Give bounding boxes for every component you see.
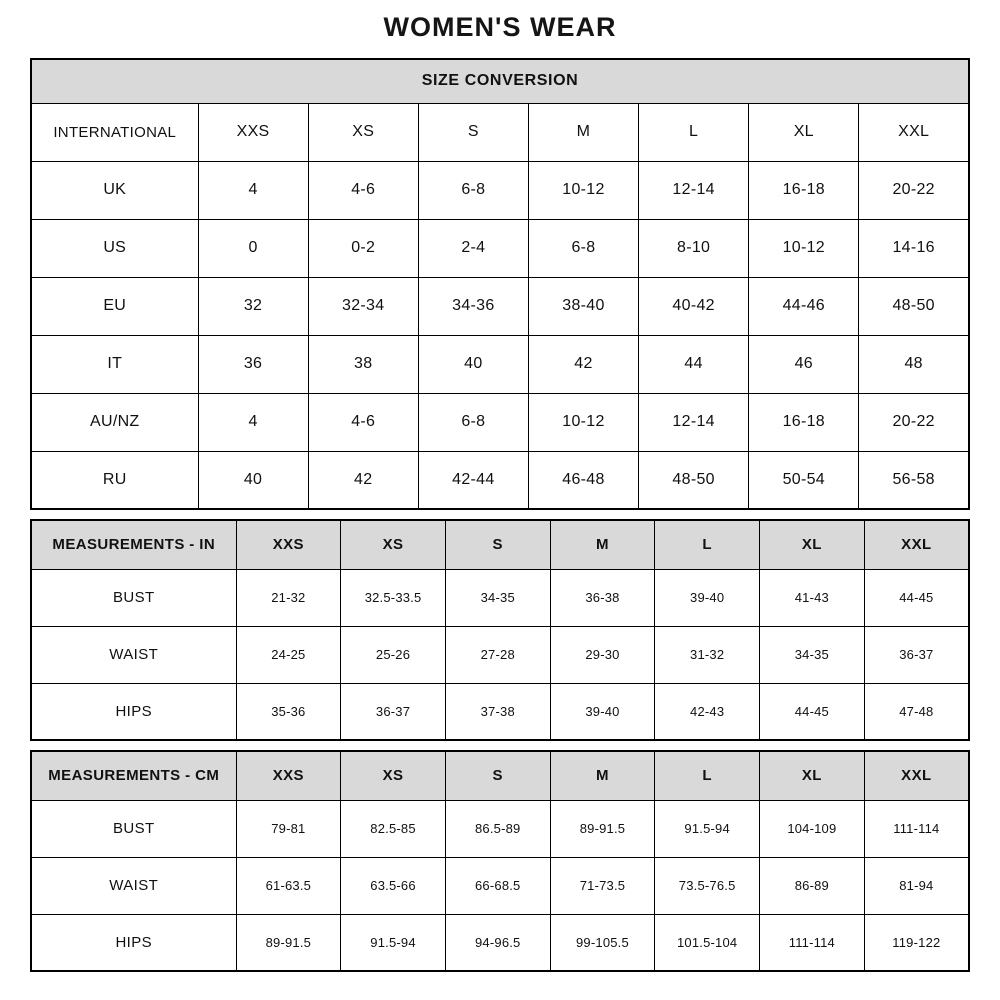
size-header-cell: L [639,103,749,161]
size-header-cell: L [655,751,760,800]
value-cell: 111-114 [760,914,865,971]
table-row [31,914,969,971]
size-header-cell: XS [308,103,418,161]
size-header-cell: XXL [864,520,969,569]
row-label-cell: BUST [31,800,236,857]
value-cell: 79-81 [236,800,341,857]
value-cell: 81-94 [864,857,969,914]
value-cell: 14-16 [859,219,969,277]
value-cell: 10-12 [528,161,638,219]
value-cell: 91.5-94 [341,914,446,971]
value-cell: 50-54 [749,451,859,509]
value-cell: 4 [198,393,308,451]
value-cell: 40 [198,451,308,509]
table-row [31,393,969,451]
value-cell: 34-36 [418,277,528,335]
value-cell: 27-28 [445,626,550,683]
value-cell: 34-35 [760,626,865,683]
value-cell: 36-37 [864,626,969,683]
value-cell: 66-68.5 [445,857,550,914]
value-cell: 36-38 [550,569,655,626]
international-header-row [31,103,969,161]
size-header-cell: XS [341,751,446,800]
value-cell: 20-22 [859,161,969,219]
value-cell: 104-109 [760,800,865,857]
value-cell: 48-50 [859,277,969,335]
value-cell: 119-122 [864,914,969,971]
size-header-cell: L [655,520,760,569]
value-cell: 10-12 [749,219,859,277]
measurements-cm-header-row [31,751,969,800]
value-cell: 42-43 [655,683,760,740]
value-cell: 89-91.5 [550,800,655,857]
value-cell: 91.5-94 [655,800,760,857]
measurements-in-header-row [31,520,969,569]
value-cell: 20-22 [859,393,969,451]
value-cell: 63.5-66 [341,857,446,914]
value-cell: 44 [639,335,749,393]
value-cell: 29-30 [550,626,655,683]
value-cell: 44-45 [864,569,969,626]
row-label-cell: WAIST [31,857,236,914]
value-cell: 37-38 [445,683,550,740]
value-cell: 34-35 [445,569,550,626]
value-cell: 86-89 [760,857,865,914]
size-header-cell: M [550,751,655,800]
value-cell: 38-40 [528,277,638,335]
value-cell: 12-14 [639,161,749,219]
value-cell: 42 [528,335,638,393]
value-cell: 36 [198,335,308,393]
row-label-cell: UK [31,161,198,219]
value-cell: 39-40 [655,569,760,626]
size-header-cell: S [445,520,550,569]
value-cell: 89-91.5 [236,914,341,971]
value-cell: 6-8 [418,161,528,219]
measurements-in-table [30,519,970,741]
value-cell: 47-48 [864,683,969,740]
value-cell: 42 [308,451,418,509]
value-cell: 40-42 [639,277,749,335]
value-cell: 99-105.5 [550,914,655,971]
value-cell: 4 [198,161,308,219]
value-cell: 101.5-104 [655,914,760,971]
value-cell: 46-48 [528,451,638,509]
value-cell: 86.5-89 [445,800,550,857]
size-header-cell: S [445,751,550,800]
table-row [31,569,969,626]
value-cell: 48 [859,335,969,393]
row-label-cell: MEASUREMENTS - CM [31,751,236,800]
size-header-cell: S [418,103,528,161]
row-label-cell: RU [31,451,198,509]
value-cell: 32 [198,277,308,335]
value-cell: 32-34 [308,277,418,335]
value-cell: 0 [198,219,308,277]
value-cell: 56-58 [859,451,969,509]
size-conversion-table [30,58,970,510]
table-row [31,800,969,857]
size-header-cell: XXL [864,751,969,800]
size-header-cell: XS [341,520,446,569]
value-cell: 73.5-76.5 [655,857,760,914]
size-header-cell: XL [749,103,859,161]
value-cell: 21-32 [236,569,341,626]
value-cell: 82.5-85 [341,800,446,857]
value-cell: 4-6 [308,393,418,451]
value-cell: 0-2 [308,219,418,277]
row-label-cell: WAIST [31,626,236,683]
value-cell: 10-12 [528,393,638,451]
value-cell: 44-45 [760,683,865,740]
table-row [31,219,969,277]
value-cell: 71-73.5 [550,857,655,914]
value-cell: 2-4 [418,219,528,277]
table-row [31,626,969,683]
table-row [31,161,969,219]
size-conversion-caption-row [31,59,969,103]
value-cell: 6-8 [418,393,528,451]
value-cell: 36-37 [341,683,446,740]
row-label-cell: HIPS [31,914,236,971]
row-label-cell: EU [31,277,198,335]
row-label-cell: HIPS [31,683,236,740]
size-header-cell: XXL [859,103,969,161]
table-row [31,857,969,914]
value-cell: 4-6 [308,161,418,219]
table-row [31,277,969,335]
value-cell: 48-50 [639,451,749,509]
table-row [31,335,969,393]
size-header-cell: XXS [198,103,308,161]
value-cell: 6-8 [528,219,638,277]
value-cell: 46 [749,335,859,393]
value-cell: 31-32 [655,626,760,683]
value-cell: 42-44 [418,451,528,509]
value-cell: 8-10 [639,219,749,277]
row-label-cell: MEASUREMENTS - IN [31,520,236,569]
table-row [31,451,969,509]
value-cell: 94-96.5 [445,914,550,971]
row-label-cell: INTERNATIONAL [31,103,198,161]
value-cell: 25-26 [341,626,446,683]
value-cell: 16-18 [749,161,859,219]
size-header-cell: M [550,520,655,569]
size-conversion-caption: SIZE CONVERSION [31,59,969,103]
size-header-cell: XL [760,520,865,569]
size-header-cell: XXS [236,751,341,800]
value-cell: 38 [308,335,418,393]
measurements-cm-table [30,750,970,972]
measurements-cm-body [31,800,969,971]
size-conversion-body [31,161,969,509]
size-header-cell: XXS [236,520,341,569]
value-cell: 111-114 [864,800,969,857]
size-header-cell: XL [760,751,865,800]
page-title: WOMEN'S WEAR [383,12,617,42]
value-cell: 44-46 [749,277,859,335]
table-row [31,683,969,740]
value-cell: 16-18 [749,393,859,451]
row-label-cell: AU/NZ [31,393,198,451]
measurements-in-body [31,569,969,740]
value-cell: 40 [418,335,528,393]
size-header-cell: M [528,103,638,161]
value-cell: 61-63.5 [236,857,341,914]
row-label-cell: US [31,219,198,277]
value-cell: 39-40 [550,683,655,740]
row-label-cell: IT [31,335,198,393]
value-cell: 41-43 [760,569,865,626]
value-cell: 35-36 [236,683,341,740]
value-cell: 12-14 [639,393,749,451]
value-cell: 32.5-33.5 [341,569,446,626]
row-label-cell: BUST [31,569,236,626]
value-cell: 24-25 [236,626,341,683]
